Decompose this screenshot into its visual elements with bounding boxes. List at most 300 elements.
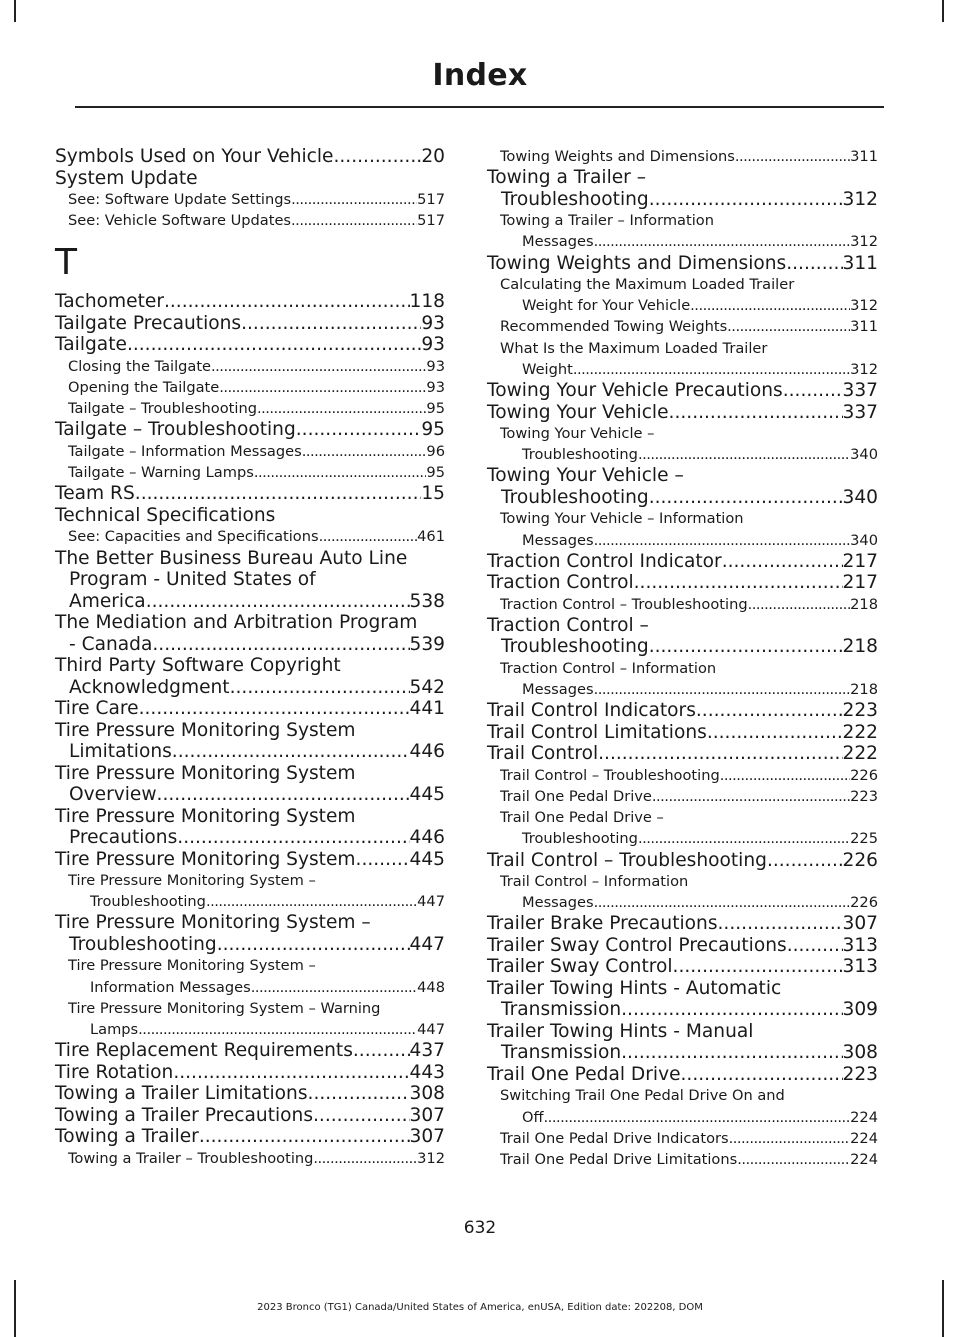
entry-label: Towing Your Vehicle – [487,465,684,487]
page-reference: 312 [850,297,878,315]
index-entry [487,253,878,275]
page-reference: 517 [417,212,445,230]
entry-label: The Mediation and Arbitration Program [55,612,418,633]
page-number: 632 [463,1218,497,1238]
dot-leader [718,913,843,935]
index-subentry [55,210,445,231]
index-subentry [487,1128,878,1149]
entry-label: Messages [522,681,594,699]
index-subentry [487,316,878,337]
entry-label: Messages [522,894,594,912]
index-subentry [487,892,878,913]
entry-label: Trail Control – Information [500,873,689,891]
index-subentry [487,274,878,295]
entry-label: See: Software Update Settings [68,191,292,208]
dot-leader [157,784,410,806]
page-reference: 441 [409,698,445,719]
index-entry [487,551,878,573]
index-subentry [487,530,878,551]
index-entry [487,189,878,211]
entry-label: Towing a Trailer Precautions [55,1104,314,1126]
entry-label: Tire Replacement Requirements [55,1040,353,1062]
page-reference: 542 [409,676,445,698]
entry-label: Tailgate – Troubleshooting [68,400,257,418]
index-entry [55,612,445,634]
index-subentry [55,1019,445,1040]
dot-leader [673,956,843,978]
entry-label: Tire Rotation [55,1061,174,1083]
index-subentry [487,444,878,465]
dot-leader [748,594,851,615]
dot-leader [319,526,418,547]
entry-label: Messages [522,531,594,549]
index-entry [55,569,445,591]
index-entry [55,720,445,742]
dot-leader [138,1019,417,1040]
index-entry [487,465,878,487]
index-subentry [487,423,878,444]
index-subentry [55,977,445,998]
footer-edition-text: 2023 Bronco (TG1) Canada/United States of America, enUSA, Edition date: 202208, DOM [257,1302,703,1313]
entry-label: Tailgate – Information Messages [68,442,302,460]
entry-label: Symbols Used on Your Vehicle [55,146,334,167]
index-entry [55,591,445,613]
index-entry [55,849,445,871]
entry-label: Tire Pressure Monitoring System [55,762,356,784]
page-reference: 307 [842,913,878,935]
page-reference: 226 [842,849,878,871]
entry-label: Trailer Sway Control Precautions [487,934,787,956]
page-reference: 443 [409,1061,445,1083]
dot-leader [296,419,422,441]
entry-label: Troubleshooting [69,933,217,955]
index-subentry [55,998,445,1019]
crop-mark-top-right [942,0,944,22]
page-reference: 446 [409,827,445,848]
dot-leader [333,146,421,168]
dot-leader [164,291,410,313]
index-entry [55,912,445,934]
page-reference: 445 [409,848,445,870]
dot-leader [594,679,851,700]
page-reference: 20 [421,146,445,167]
page-reference: 437 [409,1040,445,1062]
page-title: Index [432,58,528,93]
dot-leader [353,1040,410,1062]
entry-label: Towing Your Vehicle – Information [500,510,744,528]
index-subentry [487,210,878,231]
index-entry [55,291,445,313]
index-entry [55,677,445,699]
entry-label: Lamps [90,1020,139,1038]
index-entry [487,978,878,1000]
page-reference: 15 [421,483,445,505]
index-subentry [487,231,878,252]
page-reference: 118 [409,291,445,313]
entry-label: Precautions [69,827,178,848]
index-entry [55,655,445,677]
entry-label: Towing Weights and Dimensions [500,148,735,165]
page-reference: 307 [409,1104,445,1126]
page-reference: 96 [426,442,445,460]
entry-label: Weight [522,360,573,378]
page-reference: 226 [850,766,878,784]
entry-label: Trail One Pedal Drive [500,788,652,805]
entry-label: Tire Pressure Monitoring System [55,719,356,741]
dot-leader [621,1042,842,1064]
index-entry [487,1042,878,1064]
dot-leader [291,189,417,210]
dot-leader [735,146,850,167]
index-subentry [487,594,878,615]
entry-label: Acknowledgment [69,676,230,698]
page-reference: 445 [409,784,445,805]
index-entry [487,935,878,957]
dot-leader [594,231,851,252]
page-reference: 340 [850,446,878,464]
index-entry [487,956,878,978]
dot-leader [177,827,409,849]
header-rule [75,106,884,108]
page-reference: 224 [850,1129,878,1147]
page-reference: 447 [417,1020,445,1038]
page-reference: 218 [850,595,878,613]
index-entry [487,999,878,1021]
dot-leader [594,530,851,551]
entry-label: Tire Pressure Monitoring System – Warning [68,999,381,1017]
dot-leader [787,935,843,957]
dot-leader [241,313,421,335]
page-reference: 217 [842,572,878,594]
page-reference: 340 [850,531,878,549]
crop-mark-top-left [14,0,16,22]
entry-label: Weight for Your Vehicle [522,297,691,315]
index-entry [55,313,445,335]
index-subentry [55,955,445,976]
entry-label: Trail One Pedal Drive [487,1063,681,1085]
index-entry [55,1083,445,1105]
index-subentry [487,1149,878,1170]
page-reference: 337 [842,380,878,401]
dot-leader [783,380,843,402]
index-entry [55,483,445,505]
index-subentry [55,398,445,419]
index-subentry [487,1107,878,1128]
index-entry [55,784,445,806]
entry-label: See: Vehicle Software Updates [68,212,292,230]
page-reference: 224 [850,1151,878,1168]
page-reference: 217 [842,550,878,572]
page-reference: 226 [850,894,878,912]
index-letter-heading: T [55,242,77,284]
dot-leader [211,356,426,377]
page-reference: 223 [842,700,878,722]
index-entry [55,1126,445,1148]
entry-label: Tire Pressure Monitoring System [55,805,356,827]
dot-leader [598,743,842,765]
index-subentry [487,146,878,167]
entry-label: Tire Pressure Monitoring System [55,848,356,870]
index-subentry [55,891,445,912]
page-reference: 224 [850,1108,878,1126]
page-reference: 93 [426,357,445,375]
page-reference: 222 [842,743,878,765]
dot-leader [257,398,426,419]
dot-leader [690,295,850,316]
entry-label: Trail One Pedal Drive Indicators [500,1129,729,1147]
entry-label: Messages [522,233,594,251]
entry-label: Tailgate – Warning Lamps [68,464,254,482]
index-entry [487,913,878,935]
page-reference: 312 [850,360,878,378]
page-reference: 312 [417,1149,445,1167]
entry-label: Troubleshooting [501,636,649,658]
page-reference: 517 [417,191,445,208]
entry-label: Towing a Trailer – Troubleshooting [68,1149,314,1167]
index-entry [487,615,878,637]
dot-leader [722,551,843,573]
dot-leader [152,634,409,656]
index-entry [55,146,445,168]
entry-label: Trailer Brake Precautions [487,913,718,935]
index-column-right [487,146,878,1170]
entry-label: Opening the Tailgate [68,379,220,397]
index-subentry [487,828,878,849]
entry-label: Towing Your Vehicle – [500,425,655,442]
index-entry [487,380,878,402]
dot-leader [206,891,417,912]
dot-leader [172,741,410,763]
entry-label: Trailer Sway Control [487,956,673,978]
index-subentry [55,377,445,398]
dot-leader [707,722,843,744]
page-reference: 308 [842,1042,878,1064]
dot-leader [219,377,426,398]
page-reference: 223 [850,788,878,805]
index-subentry [487,295,878,316]
dot-leader [199,1126,410,1148]
entry-label: Technical Specifications [55,504,276,526]
index-entry [487,572,878,594]
entry-label: Third Party Software Copyright [55,655,341,676]
entry-label: Traction Control [487,572,634,594]
entry-label: See: Capacities and Specifications [68,528,319,546]
index-entry [55,505,445,527]
entry-label: Troubleshooting [522,830,638,848]
entry-label: Tachometer [55,291,164,313]
index-entry [55,741,445,763]
entry-label: The Better Business Bureau Auto Line [55,547,408,569]
index-entry [487,700,878,722]
page-reference: 446 [409,741,445,762]
page-reference: 313 [842,934,878,956]
page-reference: 93 [421,312,445,334]
entry-label: Tire Care [55,698,139,719]
index-entry [487,743,878,765]
entry-label: Trail Control Limitations [487,721,707,743]
entry-label: America [69,590,146,612]
page-reference: 225 [850,830,878,848]
entry-label: Off [522,1108,544,1126]
page-reference: 308 [409,1083,445,1105]
entry-label: Switching Trail One Pedal Drive On and [500,1087,785,1105]
dot-leader [254,462,427,483]
dot-leader [146,591,410,613]
index-column-left [55,146,445,1169]
index-entry [55,1040,445,1062]
entry-label: Program - United States of [69,569,316,590]
index-subentry [487,658,878,679]
entry-label: Trail One Pedal Drive – [500,809,664,827]
page-reference: 222 [842,721,878,743]
entry-label: Towing a Trailer – Information [500,212,714,230]
dot-leader [638,444,850,465]
dot-leader [737,1149,850,1170]
dot-leader [313,1105,409,1127]
page-reference: 312 [842,188,878,210]
page-reference: 340 [842,486,878,508]
page-reference: 447 [417,893,445,911]
dot-leader [308,1083,410,1105]
entry-label: Transmission [501,999,622,1021]
page-reference: 95 [421,419,445,441]
index-entry [55,419,445,441]
page-reference: 218 [850,681,878,699]
entry-label: Trail Control [487,743,599,765]
index-entry [487,636,878,658]
entry-label: - Canada [69,633,153,655]
dot-leader [356,849,410,871]
entry-label: Towing Your Vehicle Precautions [487,380,783,401]
dot-leader [135,483,422,505]
entry-label: Tire Pressure Monitoring System – [55,912,371,934]
index-entry [487,850,878,872]
entry-label: Limitations [69,741,172,762]
dot-leader [634,572,843,594]
page-reference: 313 [842,956,878,978]
index-subentry [487,338,878,359]
index-subentry [55,526,445,547]
entry-label: Towing a Trailer Limitations [55,1083,308,1105]
entry-label: Trail Control – Troubleshooting [487,849,767,871]
entry-label: Team RS [55,483,135,505]
dot-leader [251,977,417,998]
page-reference: 447 [409,933,445,955]
index-entry [55,1062,445,1084]
index-subentry [487,1085,878,1106]
entry-label: Troubleshooting [522,446,638,464]
entry-label: Tailgate Precautions [55,312,242,334]
index-subentry [487,786,878,807]
entry-label: Traction Control – [487,614,649,636]
page-reference: 95 [426,464,445,482]
dot-leader [649,189,843,211]
entry-label: Trail One Pedal Drive Limitations [500,1151,738,1168]
entry-label: Transmission [501,1042,622,1064]
entry-label: Trailer Towing Hints - Automatic [487,977,782,999]
index-entry [55,934,445,956]
page-reference: 223 [842,1063,878,1085]
dot-leader [649,636,843,658]
index-entry [55,634,445,656]
entry-label: Tailgate [55,334,127,356]
entry-label: Trailer Towing Hints - Manual [487,1020,754,1042]
index-entry [487,487,878,509]
index-subentry [487,508,878,529]
entry-label: Troubleshooting [501,188,649,210]
index-subentry [487,679,878,700]
dot-leader [139,698,410,720]
dot-leader [217,934,410,956]
index-entry [487,1064,878,1086]
page-reference: 311 [850,318,878,336]
dot-leader [786,253,842,275]
entry-label: Towing Weights and Dimensions [487,252,787,274]
entry-label: Troubleshooting [501,486,649,508]
index-entry [487,402,878,424]
entry-label: Traction Control – Information [500,659,717,677]
entry-label: Overview [69,784,157,805]
page-reference: 539 [409,633,445,655]
dot-leader [173,1062,409,1084]
dot-leader [621,999,842,1021]
index-entry [487,1021,878,1043]
page-reference: 93 [426,379,445,397]
dot-leader [720,765,850,786]
entry-label: Trail Control Indicators [487,700,696,722]
index-entry [55,763,445,785]
index-entry [55,334,445,356]
index-subentry [55,870,445,891]
index-subentry [55,462,445,483]
dot-leader [696,700,843,722]
page-reference: 309 [842,999,878,1021]
index-entry [55,827,445,849]
dot-leader [727,316,850,337]
dot-leader [291,210,417,231]
dot-leader [669,402,843,424]
dot-leader [638,828,850,849]
dot-leader [313,1148,417,1169]
page-reference: 311 [850,148,878,165]
index-subentry [55,441,445,462]
dot-leader [302,441,427,462]
page-reference: 218 [842,636,878,658]
entry-label: Troubleshooting [90,893,206,911]
dot-leader [127,334,421,356]
entry-label: Tailgate – Troubleshooting [55,419,296,441]
index-entry [55,806,445,828]
entry-label: What Is the Maximum Loaded Trailer [500,339,768,357]
index-entry [487,722,878,744]
entry-label: Tire Pressure Monitoring System – [68,872,316,889]
index-entry [55,698,445,720]
index-subentry [55,356,445,377]
entry-label: Towing a Trailer [55,1126,199,1148]
index-entry [487,167,878,189]
index-subentry [487,359,878,380]
index-entry [55,548,445,570]
entry-label: Recommended Towing Weights [500,318,728,336]
entry-label: Towing a Trailer – [487,167,647,189]
page-reference: 307 [409,1126,445,1148]
entry-label: System Update [55,167,198,189]
index-entry [55,168,445,190]
entry-label: Information Messages [90,978,251,996]
index-subentry [55,1148,445,1169]
index-subentry [487,871,878,892]
entry-label: Closing the Tailgate [68,357,212,375]
